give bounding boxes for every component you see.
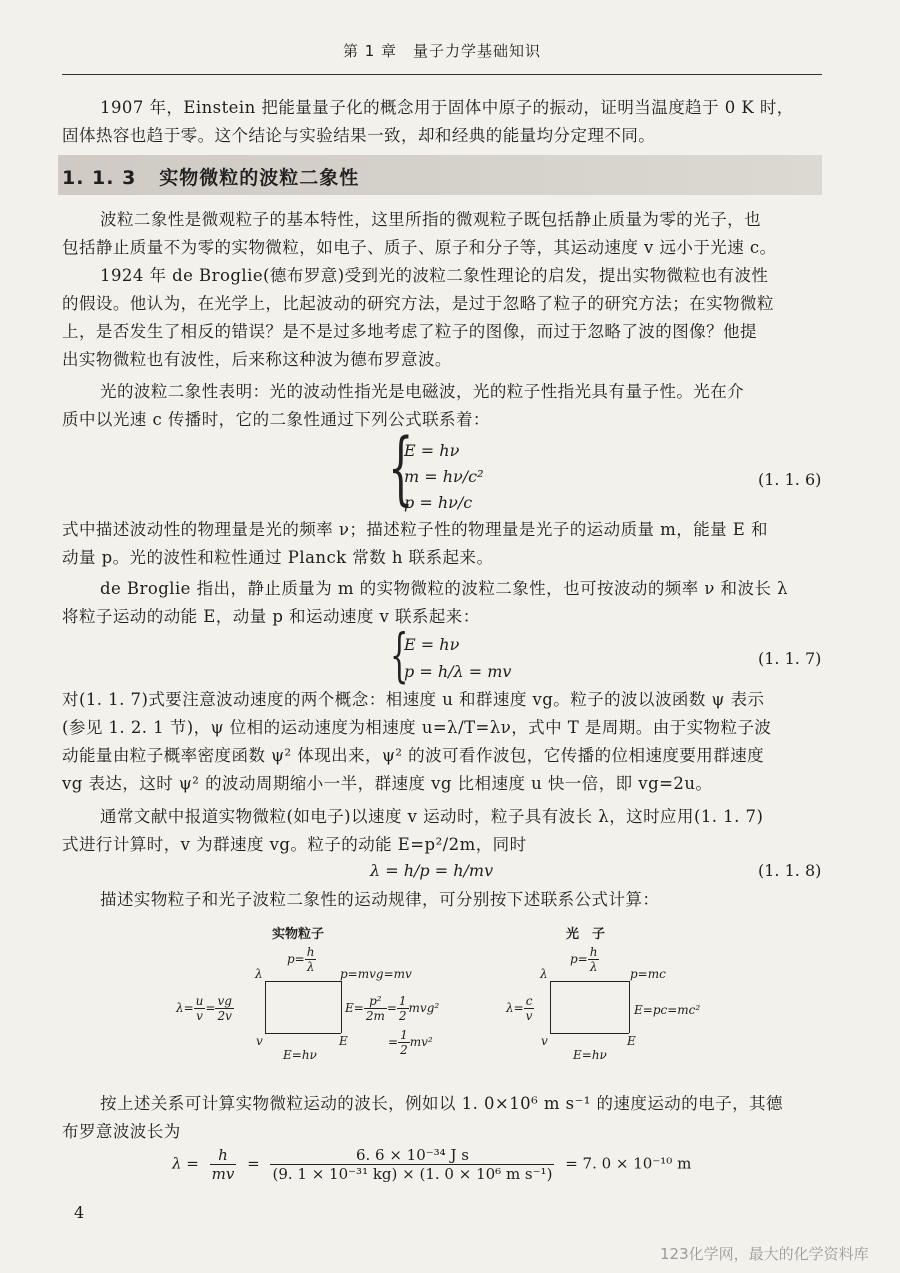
diagram-label: p=mc [630,967,666,981]
paragraph-line: de Broglie 指出，静止质量为 m 的实物微粒的波粒二象性，也可按波动的频率 ν 和波长 λ [100,579,789,598]
diagram-title: 实物粒子 [272,927,325,942]
diagram-text: λ= [176,1001,194,1015]
equation-rhs: = 7. 0 × 10⁻¹⁰ m [565,1154,692,1173]
paragraph-line: 动能量由粒子概率密度函数 ψ² 体现出来，ψ² 的波可看作波包，它传播的位相速度要用群速度 [62,746,765,765]
paragraph-line: 式中描述波动性的物理量是光的频率 ν；描述粒子性的物理量是光子的运动质量 m，能量 E 和 [62,520,768,539]
equation-line: E = hν [404,635,460,654]
diagram-label: E=hν [283,1048,317,1062]
frac-numerator: h [210,1146,237,1165]
equation-eq: = [247,1154,260,1173]
equation-number: (1. 1. 6) [758,470,822,489]
frac-numerator: u [195,994,204,1008]
box-edge [550,1033,629,1034]
paragraph-line: 布罗意波波长为 [62,1122,181,1141]
frac-numerator: h [306,945,315,959]
frac-denominator: v [196,1009,203,1023]
diagram-text: = [205,1001,216,1015]
paragraph-line: 将粒子运动的动能 E，动量 p 和运动速度 v 联系起来： [62,607,480,626]
frac-denominator: 2v [217,1009,232,1023]
frac-denominator: 2 [398,1009,407,1023]
intro-line-1: 1907 年，Einstein 把能量量子化的概念用于固体中原子的振动，证明当温度趋于 0 K 时， [100,98,794,117]
box-edge [265,981,266,1033]
frac-numerator: c [524,994,535,1009]
diagram-text: λ= [506,1001,524,1015]
box-edge [265,981,341,982]
box-edge [629,981,630,1033]
frac-denominator: 2m [365,1009,385,1023]
paragraph-line: 动量 p。光的波性和粒性通过 Planck 常数 h 联系起来。 [62,548,494,567]
equation-number: (1. 1. 8) [758,861,822,880]
header-rule [62,74,822,75]
equation-line: p = hν/c [404,493,473,512]
paragraph-line: 出实物微粒也有波性，后来称这种波为德布罗意波。 [62,350,452,369]
equation-line: m = hν/c² [404,467,484,486]
equation-line: E = hν [404,441,460,460]
equation-number: (1. 1. 7) [758,649,822,668]
paragraph-line: 上，是否发生了相反的错误？是不是过多地考虑了粒子的图像，而过于忽略了波的图像？他提 [62,322,757,341]
equation-brace: { [390,621,409,689]
section-number: 1. 1. 3 [62,167,137,189]
diagram-title: 光 子 [566,927,606,942]
corner-label: E [339,1034,348,1048]
page-number: 4 [74,1203,85,1222]
frac-numerator: h [589,945,598,959]
frac-denominator: mv [211,1165,235,1183]
diagram-label [506,994,534,1023]
frac-numerator: 1 [398,994,407,1008]
paragraph-line: vg 表达，这时 ψ² 的波动周期缩小一半，群速度 vg 比相速度 u 快一倍，即 vg=2u。 [62,774,713,793]
equation-line: λ = h/p = h/mv [370,861,494,880]
frac-denominator: λ [306,960,315,974]
diagram-text: mv² [409,1035,433,1049]
diagram-text: p= [570,952,588,966]
equation-line: p = h/λ = mv [404,662,512,681]
diagram-label [287,945,316,974]
paragraph-line: 对(1. 1. 7)式要注意波动速度的两个概念：相速度 u 和群速度 vg。粒子的波以波函数 ψ 表示 [62,690,765,709]
paragraph-line: 式进行计算时，v 为群速度 vg。粒子的动能 E=p²/2m，同时 [62,835,527,854]
box-edge [341,981,342,1033]
diagram-label [176,994,234,1023]
corner-label: λ [255,967,263,981]
diagram-text: p= [287,952,305,966]
diagram-text: mvg² [408,1001,440,1015]
diagram-label: p=mvg=mv [340,967,412,981]
frac-denominator: (9. 1 × 10⁻³¹ kg) × (1. 0 × 10⁶ m s⁻¹) [272,1165,553,1183]
intro-line-2: 固体热容也趋于零。这个结论与实验结果一致，却和经典的能量均分定理不同。 [62,126,656,145]
corner-label: v [256,1034,263,1048]
diagram-label: E=pc=mc² [634,1003,701,1017]
section-heading [62,163,359,190]
box-edge [550,981,551,1033]
frac-numerator: vg [217,994,232,1008]
frac-denominator: v [525,1009,533,1023]
paragraph-line: 通常文献中报道实物微粒(如电子)以速度 v 运动时，粒子具有波长 λ，这时应用(1. 1. 7) [100,807,764,826]
frac-numerator: p² [364,994,387,1009]
section-title: 实物微粒的波粒二象性 [159,167,360,189]
corner-label: λ [540,967,548,981]
paragraph-line: 1924 年 de Broglie(德布罗意)受到光的波粒二象性理论的启发，提出实物微粒也有波性 [100,266,769,285]
diagram-label: E=hν [573,1048,607,1062]
frac-numerator: 1 [400,1028,408,1042]
corner-label: E [627,1034,636,1048]
equation-lhs: λ = [172,1154,199,1173]
paragraph-line: 按上述关系可计算实物微粒运动的波长，例如以 1. 0×10⁶ m s⁻¹ 的速度运动的电子，其德 [100,1094,783,1113]
frac-denominator: 2 [400,1043,408,1057]
diagram-label [345,994,439,1023]
paragraph-line: 的假设。他认为，在光学上，比起波动的研究方法，是过于忽略了粒子的研究方法；在实物微粒 [62,294,774,313]
frac-denominator: λ [589,960,598,974]
box-edge [550,981,629,982]
running-header: 第 1 章 量子力学基础知识 [342,42,542,60]
diagram-text: = [388,1035,399,1049]
diagram-label [388,1028,433,1057]
diagram-text: E= [345,1001,364,1015]
watermark: 123化学网，最大的化学资料库 [660,1245,869,1263]
paragraph-line: 波粒二象性是微观粒子的基本特性，这里所指的微观粒子既包括静止质量为零的光子，也 [100,210,762,229]
diagram-label [570,945,599,974]
wavelength-equation [172,1146,691,1183]
diagram-text: = [386,1001,397,1015]
paragraph-line: 光的波粒二象性表明：光的波动性指光是电磁波，光的粒子性指光具有量子性。光在介 [100,382,745,401]
paragraph-line: 包括静止质量不为零的实物微粒，如电子、质子、原子和分子等，其运动速度 v 远小于光速 c。 [62,238,777,257]
paragraph-line: (参见 1. 2. 1 节)，ψ 位相的运动速度为相速度 u=λ/T=λν，式中 T 是周期。由于实物粒子波 [62,718,772,737]
corner-label: v [541,1034,548,1048]
box-edge [265,1033,341,1034]
equation-brace: { [388,421,414,514]
frac-numerator: 6. 6 × 10⁻³⁴ J s [270,1146,554,1165]
paragraph-line: 描述实物粒子和光子波粒二象性的运动规律，可分别按下述联系公式计算： [100,890,660,909]
paragraph-line: 质中以光速 c 传播时，它的二象性通过下列公式联系着： [62,410,490,429]
